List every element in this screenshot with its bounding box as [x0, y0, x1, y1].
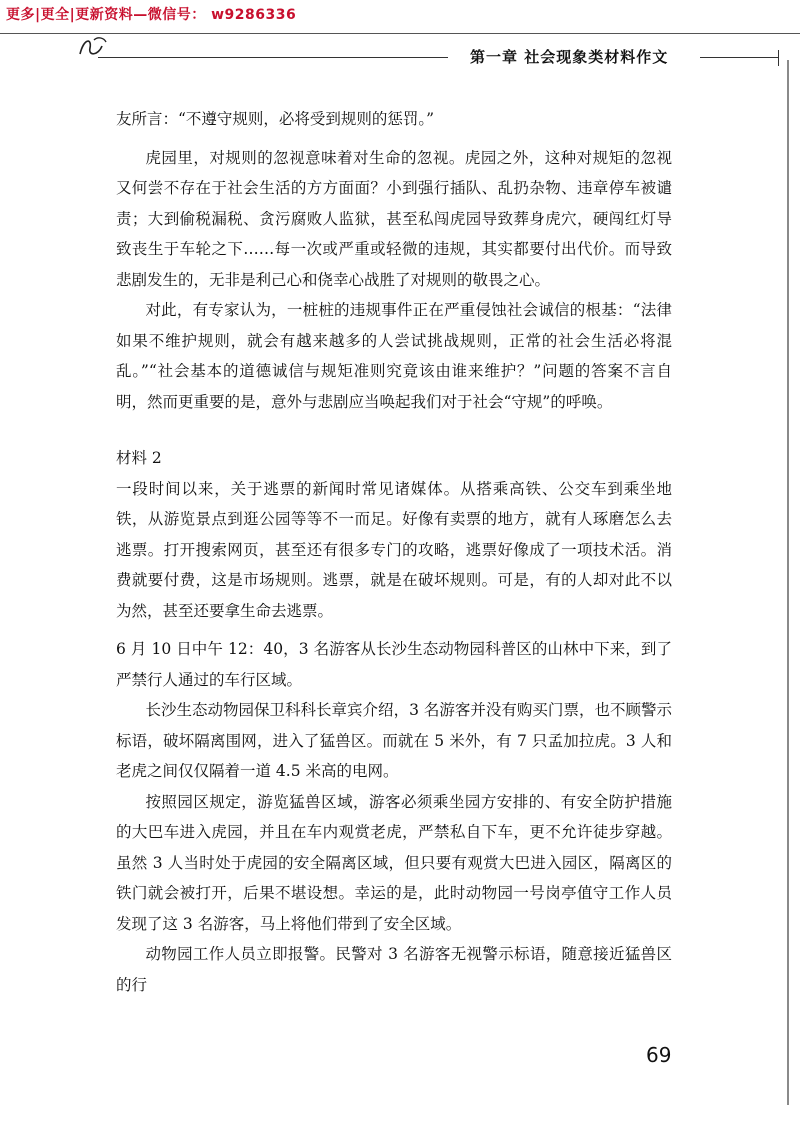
chapter-title: 第一章 社会现象类材料作文 [470, 48, 669, 66]
paragraph: 虎园里，对规则的忽视意味着对生命的忽视。虎园之外，这种对规矩的忽视又何尝不存在于社会生活的方方面面？小到强行插队、乱扔杂物、违章停车被谴责；大到偷税漏税、贪污腐败人监狱，甚至私闯虎园导致葬身虎穴，硬闯红灯导致丧生于车轮之下……每一次或严重或轻微的违规，其实都要付出代价。而导致悲剧发生的，无非是利己心和侥幸心战胜了对规则的敬畏之心。 [116, 148, 672, 289]
paragraph: 动物园工作人员立即报警。民警对 3 名游客无视警示标语，随意接近猛兽区的行 [116, 945, 672, 994]
page-number: 69 [646, 1043, 672, 1067]
paragraph: 长沙生态动物园保卫科科长章宾介绍，3 名游客并没有购买门票，也不顾警示标语，破坏隔离围网，进入了猛兽区。而就在 5 米外，有 7 只孟加拉虎。3 人和老虎之间仅仅隔着一道 4.5 米高的电网。 [116, 701, 672, 780]
material-heading: 材料 2 [116, 449, 162, 467]
page-edge-rule [787, 60, 789, 1105]
header-rule-tick [778, 50, 779, 66]
paragraph: 对此，有专家认为，一桩桩的违规事件正在严重侵蚀社会诚信的根基：“法律如果不维护规则，就会有越来越多的人尝试挑战规则，正常的社会生活必将混乱。”“社会基本的道德诚信与规矩准则究竟该由谁来维护？”问题的答案不言自明，然而更重要的是，意外与悲剧应当唤起我们对于社会“守规”的呼唤。 [116, 301, 672, 411]
header-rule-right [700, 57, 778, 58]
top-rule [0, 33, 800, 34]
body-text [116, 104, 672, 1000]
paragraph: 友所言：“不遵守规则，必将受到规则的惩罚。” [116, 110, 435, 128]
paragraph: 一段时间以来，关于逃票的新闻时常见诸媒体。从搭乘高铁、公交车到乘坐地铁，从游览景点到逛公园等等不一而足。好像有卖票的地方，就有人琢磨怎么去逃票。打开搜索网页，甚至还有很多专门的攻略，逃票好像成了一项技术活。消费就要付费，这是市场规则。逃票，就是在破坏规则。可是，有的人却对此不以为然，甚至还要拿生命去逃票。 [116, 479, 672, 620]
header-rule-left [98, 57, 448, 58]
paragraph: 6 月 10 日中午 12：40，3 名游客从长沙生态动物园科普区的山林中下来，到了严禁行人通过的车行区域。 [116, 640, 672, 689]
promo-banner: 更多|更全|更新资料—微信号： w9286336 [6, 7, 297, 23]
paragraph: 按照园区规定，游览猛兽区域，游客必须乘坐园方安排的、有安全防护措施的大巴车进入虎园，并且在车内观赏老虎，严禁私自下车，更不允许徒步穿越。虽然 3 人当时处于虎园的安全隔离区域，但只要有观赏大巴进入园区，隔离区的铁门就会被打开，后果不堪设想。幸运的是，此时动物园一号岗亭值守工作人员发现了这 3 名游客，马上将他们带到了安全区域。 [116, 792, 672, 933]
